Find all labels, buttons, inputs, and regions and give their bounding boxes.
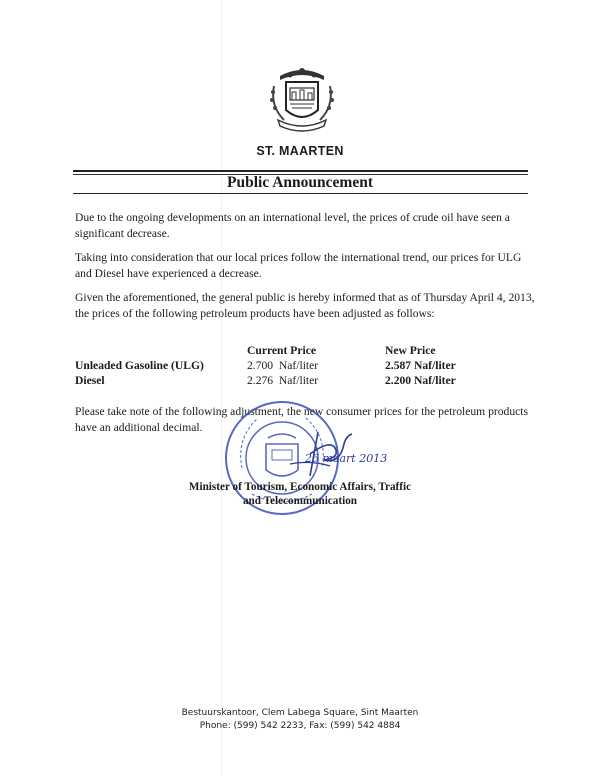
paragraph-local-prices: Taking into consideration that our local prices follow the international trend, our prices for ULG and Diesel have experienced a decrease. [75,251,522,280]
handwritten-date: 26 maart 2013 [305,452,388,465]
footer [0,707,600,733]
page-fold-line [221,0,222,776]
header-rule-bottom [73,193,528,194]
header-rule-top [73,170,528,172]
current-price-diesel: 2.276 Naf/liter [247,374,319,387]
paragraph-crude-oil: Due to the ongoing developments on an international level, the prices of crude oil have seen a significant decrease. [75,211,510,240]
minister-title-line-1: Minister of Tourism, Economic Affairs, Traffic [188,481,412,493]
coat-of-arms-icon [266,66,338,136]
column-header-current: Current Price [247,344,316,357]
current-price-ulg: 2.700 Naf/liter [247,359,319,372]
minister-title [180,480,420,508]
footer-address: Bestuurskantoor, Clem Labega Square, Sint Maarten [181,708,419,718]
paragraph-effective-date: Given the aforementioned, the general public is hereby informed that as of Thursday April 4, 2013, the prices of the following petroleum products have been adjusted as follows: [75,291,535,320]
product-name-ulg: Unleaded Gasoline (ULG) [75,359,204,372]
column-header-new: New Price [385,344,436,357]
minister-title-line-2: and Telecommunication [242,495,358,507]
footer-phone: Phone: (599) 542 2233, Fax: (599) 542 4884 [199,721,401,731]
paragraph-decimal-note: Please take note of the following adjustment, the new consumer prices for the petroleum products have an additional decimal. [75,405,528,434]
new-price-diesel: 2.200 Naf/liter [385,374,456,387]
page-title: Public Announcement [227,174,373,191]
new-price-ulg: 2.587 Naf/liter [385,359,456,372]
organization-name: ST. MAARTEN [256,144,344,158]
product-name-diesel: Diesel [75,374,105,387]
